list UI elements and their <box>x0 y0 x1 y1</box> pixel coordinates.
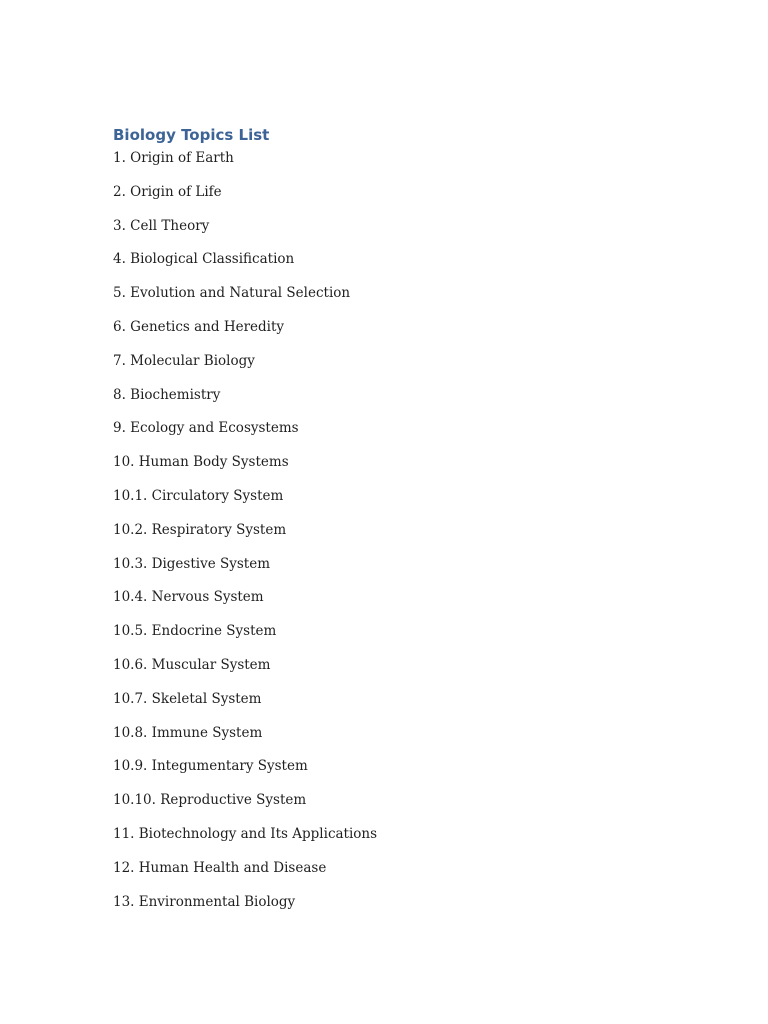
topic-item: 11. Biotechnology and Its Applications <box>113 825 378 842</box>
topic-item: 10.3. Digestive System <box>113 555 271 572</box>
topic-item: 7. Molecular Biology <box>113 352 255 369</box>
topic-item: 10.6. Muscular System <box>113 656 271 673</box>
topic-item: 10.1. Circulatory System <box>113 487 284 504</box>
topic-item: 10.9. Integumentary System <box>113 758 308 775</box>
topic-item: 3. Cell Theory <box>113 217 210 234</box>
topic-item: 13. Environmental Biology <box>113 893 296 910</box>
topic-item: 10.2. Respiratory System <box>113 521 287 538</box>
topic-item: 9. Ecology and Ecosystems <box>113 420 299 437</box>
topic-item: 5. Evolution and Natural Selection <box>113 285 351 302</box>
topic-item: 10.10. Reproductive System <box>113 792 307 809</box>
topic-item: 4. Biological Classification <box>113 251 295 268</box>
topic-item: 6. Genetics and Heredity <box>113 318 285 335</box>
topic-item: 10.8. Immune System <box>113 724 263 741</box>
topic-item: 8. Biochemistry <box>113 386 221 403</box>
topic-item: 10.4. Nervous System <box>113 589 264 606</box>
topic-item: 10.5. Endocrine System <box>113 623 277 640</box>
topic-item: 2. Origin of Life <box>113 183 222 200</box>
document-heading: Biology Topics List <box>113 126 270 144</box>
topic-item: 12. Human Health and Disease <box>113 859 327 876</box>
topic-item: 10. Human Body Systems <box>113 454 289 471</box>
topic-list <box>113 149 377 926</box>
topic-item: 1. Origin of Earth <box>113 150 234 166</box>
topic-item: 10.7. Skeletal System <box>113 690 262 707</box>
